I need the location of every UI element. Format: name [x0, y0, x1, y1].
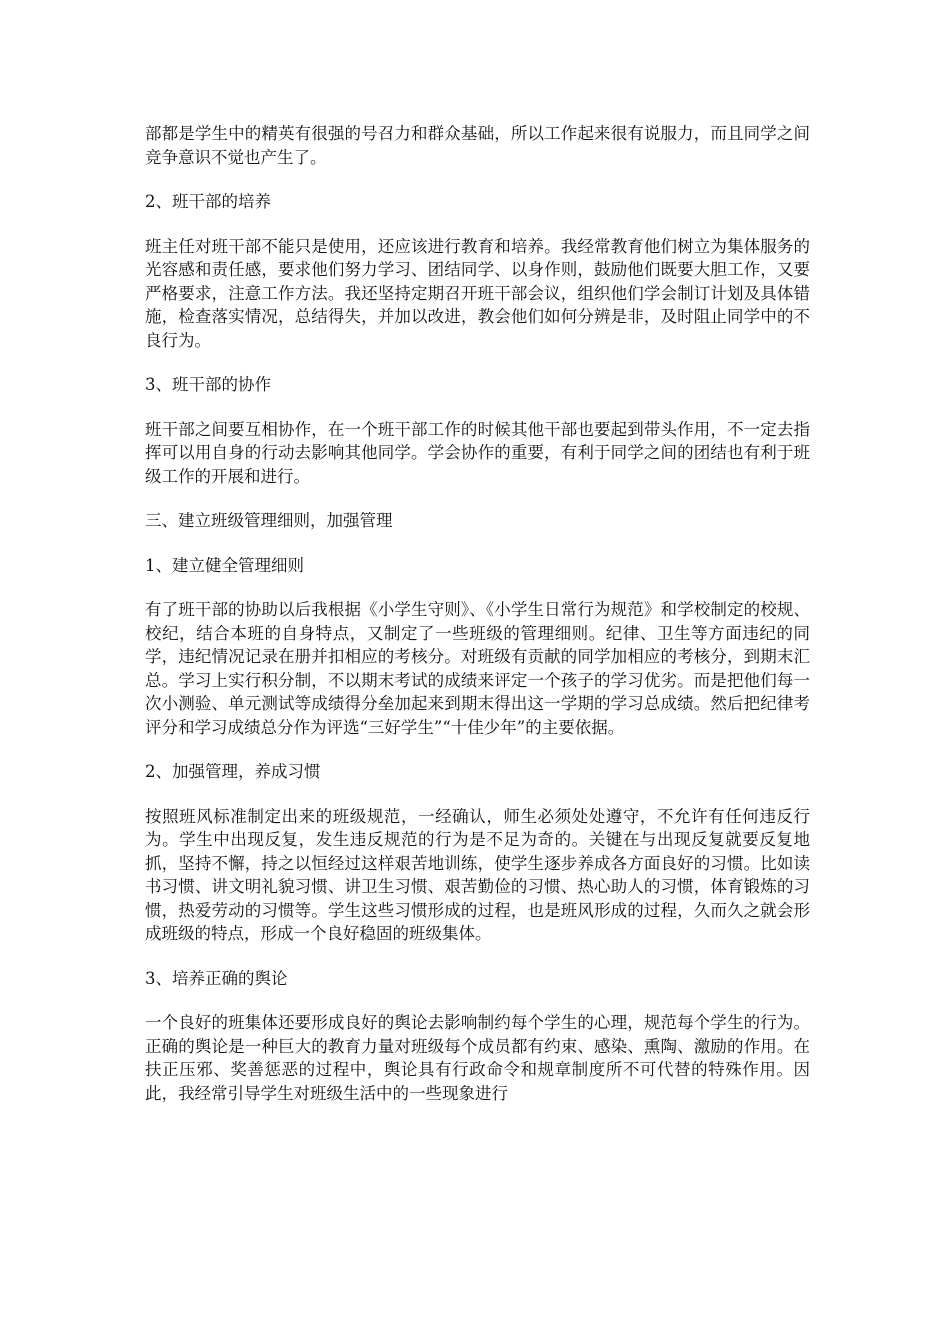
paragraph-cadre-training: 班主任对班干部不能只是使用，还应该进行教育和培养。我经常教育他们树立为集体服务的光容感和责任感，要求他们努力学习、团结同学、以身作则，鼓励他们既要大胆工作，又要严格要求，注意工作方法。我还坚持定期召开班干部会议，组织他们学会制订计划及具体错施，检查落实情况，总结得失，并加以改进，教会他们如何分辨是非，及时阻止同学中的不良行为。: [145, 236, 810, 350]
heading-cadre-training: 2、班干部的培养: [145, 192, 271, 211]
paragraph-intro-continuation: 部都是学生中的精英有很强的号召力和群众基础，所以工作起来很有说服力，而且同学之间竞争意识不觉也产生了。: [145, 124, 810, 167]
heading-public-opinion: 3、培养正确的舆论: [145, 968, 288, 988]
document-body: [145, 122, 810, 1126]
heading-strengthen-management: 2、加强管理，养成习惯: [145, 762, 321, 781]
paragraph-public-opinion: 一个良好的班集体还要形成良好的舆论去影响制约每个学生的心理，规范每个学生的行为。正确的舆论是一种巨大的教育力量对班级每个成员都有约束、感染、熏陶、激励的作用。在扶正压邪、奖善惩恶的过程中，舆论具有行政命令和规章制度所不可代替的特殊作用。因此，我经常引导学生对班级生活中的一些现象进行: [145, 1013, 810, 1103]
paragraph-strengthen-management: 按照班风标准制定出来的班级规范，一经确认，师生必须处处遵守，不允许有任何违反行为。学生中出现反复，发生违反规范的行为是不足为奇的。关键在与出现反复就要反复地抓，坚持不懈，持之以恒经过这样艰苦地训练，使学生逐步养成各方面良好的习惯。比如读书习惯、讲文明礼貌习惯、讲卫生习惯、艰苦勤俭的习惯、热心助人的习惯，体育锻炼的习惯，热爱劳动的习惯等。学生这些习惯形成的过程，也是班风形成的过程，久而久之就会形成班级的特点，形成一个良好稳固的班级集体。: [145, 806, 810, 943]
paragraph-management-rules: 有了班干部的协助以后我根据《小学生守则》、《小学生日常行为规范》和学校制定的校规、校纪，结合本班的自身特点，又制定了一些班级的管理细则。纪律、卫生等方面违纪的同学，违纪情况记录在册并扣相应的考核分。对班级有贡献的同学加相应的考核分，到期末汇总。学习上实行积分制，不以期末考试的成绩来评定一个孩子的学习优劣。而是把他们每一次小测验、单元测试等成绩得分垒加起来到期末得出这一学期的学习总成绩。然后把纪律考评分和学习成绩总分作为评选“三好学生”“十佳少年”的主要依据。: [145, 600, 810, 737]
heading-section-three: 三、建立班级管理细则，加强管理: [145, 511, 393, 530]
paragraph-cadre-cooperation: 班干部之间要互相协作，在一个班干部工作的时候其他干部也要起到带头作用，不一定去指挥可以用自身的行动去影响其他同学。学会协作的重要，有利于同学之间的团结也有利于班级工作的开展和进行。: [145, 419, 810, 486]
heading-cadre-cooperation: 3、班干部的协作: [145, 375, 271, 394]
heading-management-rules: 1、建立健全管理细则: [145, 555, 304, 575]
